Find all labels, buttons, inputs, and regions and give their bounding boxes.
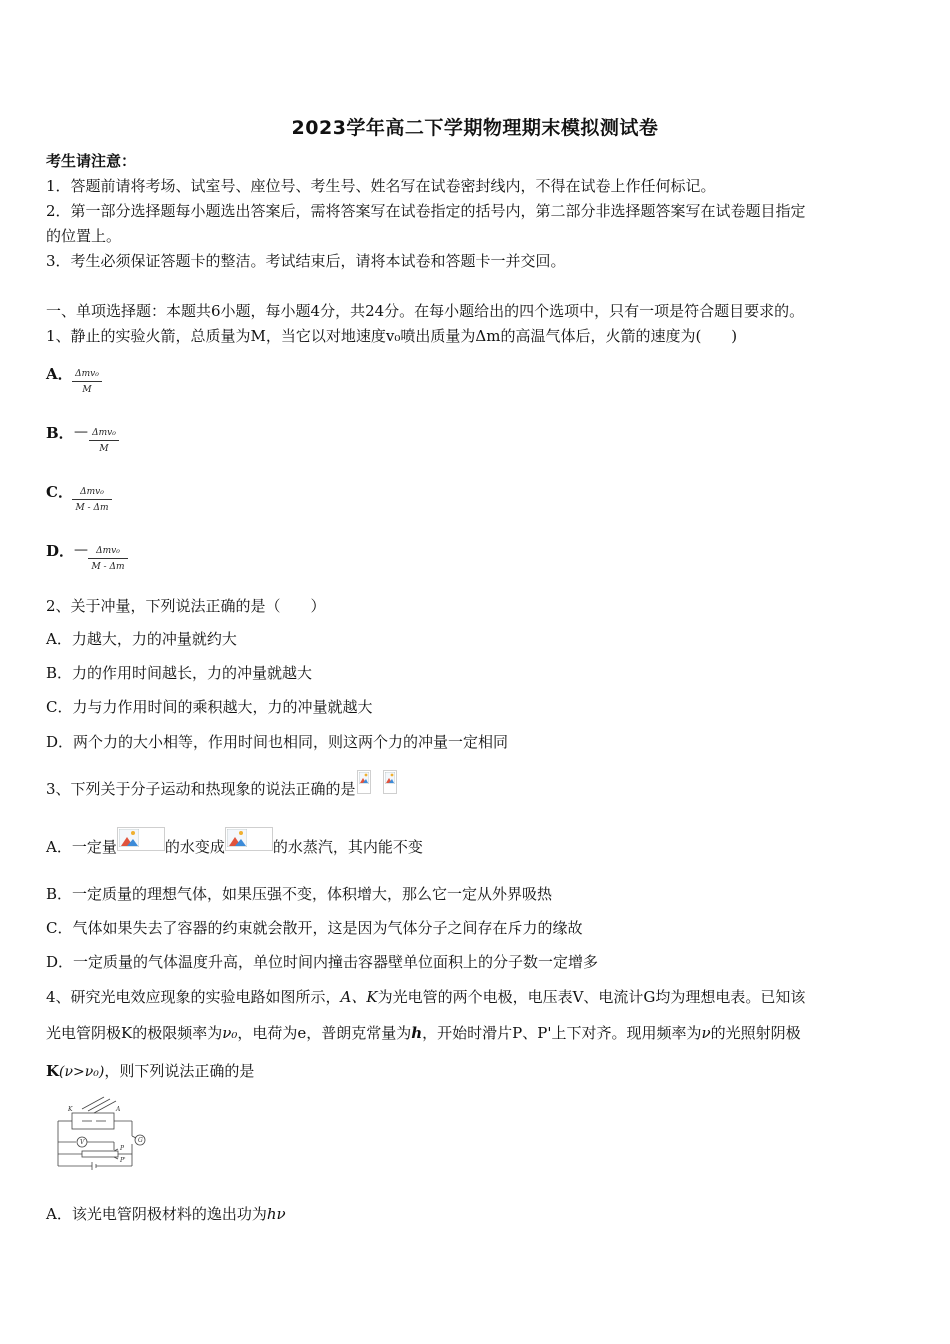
q4-line1-text-a: 4、研究光电效应现象的实验电路如图所示， [46, 988, 341, 1006]
q4-planck-symbol: h [411, 1024, 423, 1042]
q3-option-a-part3: 的水蒸汽，其内能不变 [272, 838, 423, 856]
q2-option-a: A．力越大，力的冲量就约大 [46, 630, 237, 648]
q1-option-a-letter: A． [46, 365, 73, 383]
q2-option-d: D．两个力的大小相等，作用时间也相同，则这两个力的冲量一定相同 [46, 733, 509, 751]
q4-line2-text-a: 光电管阴极K的极限频率为 [46, 1024, 223, 1042]
q2-option-b: B．力的作用时间越长，力的冲量就越大 [46, 664, 313, 682]
light-ray-line [88, 1099, 110, 1111]
q1-option-c-letter: C． [46, 483, 73, 501]
label-k: K [68, 1106, 73, 1113]
notice-item-1: 1．答题前请将考场、试室号、座位号、考生号、姓名写在试卷密封线内，不得在试卷上作任何标记。 [46, 177, 716, 195]
label-g: G [138, 1137, 143, 1144]
light-ray-line [82, 1097, 104, 1109]
q4-line2-text-c: ，开始时滑片P、P'上下对齐。现用频率为 [422, 1024, 702, 1042]
photoelectric-circuit-diagram [52, 1094, 152, 1172]
q1-option-d-denominator: M - Δm [91, 562, 125, 572]
q4-stem-line-2 [46, 1022, 801, 1044]
q4-option-a-text: A．该光电管阴极材料的逸出功为 [46, 1205, 267, 1223]
q3-stem-text: 3、下列关于分子运动和热现象的说法正确的是 [46, 780, 356, 798]
q1-option-d-letter: D． [46, 542, 75, 560]
broken-image-icon [117, 827, 165, 851]
q1-option-b-minus: — [74, 424, 88, 440]
q4-line2-text-d: 的光照射阴极 [710, 1024, 801, 1042]
q4-frequency-symbol: ν [701, 1024, 711, 1042]
q4-line1-text-b: 为光电管的两个电极，电压表V、电流计G均为理想电表。已知该 [377, 988, 806, 1006]
q1-option-a-denominator: M [82, 385, 92, 395]
q1-option-b-letter: B． [46, 424, 74, 442]
q4-stem-line-1 [46, 986, 805, 1008]
q1-option-d-minus: — [74, 542, 88, 558]
broken-image-icon [383, 770, 397, 794]
q4-condition: (ν>ν₀) [59, 1064, 105, 1080]
label-p-prime: P' [120, 1157, 126, 1164]
label-v: V [80, 1139, 85, 1146]
q1-option-b-numerator: Δmv₀ [92, 428, 116, 438]
q2-option-c: C．力与力作用时间的乘积越大，力的冲量就越大 [46, 698, 373, 716]
q1-option-a-fraction [72, 369, 102, 395]
q4-line3-text-a: K [46, 1062, 60, 1080]
notice-item-2: 2．第一部分选择题每小题选出答案后，需将答案写在试卷指定的括号内，第二部分非选择题答案写在试卷题目指定 [46, 202, 806, 220]
notice-heading: 考生请注意： [46, 152, 137, 170]
q4-electrodes-symbol: A、K [340, 988, 378, 1006]
q1-option-b-fraction [89, 428, 119, 454]
q2-stem: 2、关于冲量，下列说法正确的是（ ） [46, 597, 326, 615]
q1-option-c-numerator: Δmv₀ [80, 487, 104, 497]
broken-image-icon [357, 770, 371, 794]
label-a: A [116, 1106, 121, 1113]
q4-option-a [46, 1203, 286, 1225]
q3-option-a-part2: 的水变成 [164, 838, 225, 856]
q1-option-c-fraction [72, 487, 112, 513]
notice-item-3: 3．考生必须保证答题卡的整洁。考试结束后，请将本试卷和答题卡一并交回。 [46, 252, 566, 270]
q3-option-b: B．一定质量的理想气体，如果压强不变，体积增大，那么它一定从外界吸热 [46, 885, 553, 903]
q1-option-c-denominator: M - Δm [75, 503, 109, 513]
q3-option-a [46, 836, 423, 860]
q1-option-a-numerator: Δmv₀ [75, 369, 99, 379]
q4-threshold-frequency: ν₀ [222, 1024, 238, 1042]
q4-line3-text-b: ，则下列说法正确的是 [104, 1062, 255, 1080]
q1-option-b-denominator: M [99, 444, 109, 454]
section-heading: 一、单项选择题：本题共6小题，每小题4分，共24分。在每小题给出的四个选项中，只有一项是符合题目要求的。 [46, 302, 805, 320]
q1-option-d-fraction [88, 546, 128, 572]
notice-item-2-cont: 的位置上。 [46, 227, 122, 245]
q3-stem [46, 778, 397, 802]
q3-option-d: D．一定质量的气体温度升高，单位时间内撞击容器壁单位面积上的分子数一定增多 [46, 953, 599, 971]
light-ray-line [94, 1101, 116, 1113]
q1-stem: 1、静止的实验火箭，总质量为M，当它以对地速度v₀喷出质量为Δm的高温气体后，火箭的速度为( ) [46, 327, 738, 345]
q3-option-a-part1: A．一定量 [46, 838, 117, 856]
q4-line2-text-b: ，电荷为e，普朗克常量为 [237, 1024, 412, 1042]
photoelectric-tube [72, 1113, 114, 1129]
rheostat [82, 1151, 118, 1157]
broken-image-icon [225, 827, 273, 851]
q4-stem-line-3 [46, 1060, 254, 1083]
label-p: P [120, 1145, 125, 1152]
q1-option-d-numerator: Δmv₀ [96, 546, 120, 556]
q4-option-a-math: hν [266, 1205, 286, 1223]
page-title: 2023学年高二下学期物理期末模拟测试卷 [291, 117, 659, 139]
q3-option-c: C．气体如果失去了容器的约束就会散开，这是因为气体分子之间存在斥力的缘故 [46, 919, 583, 937]
